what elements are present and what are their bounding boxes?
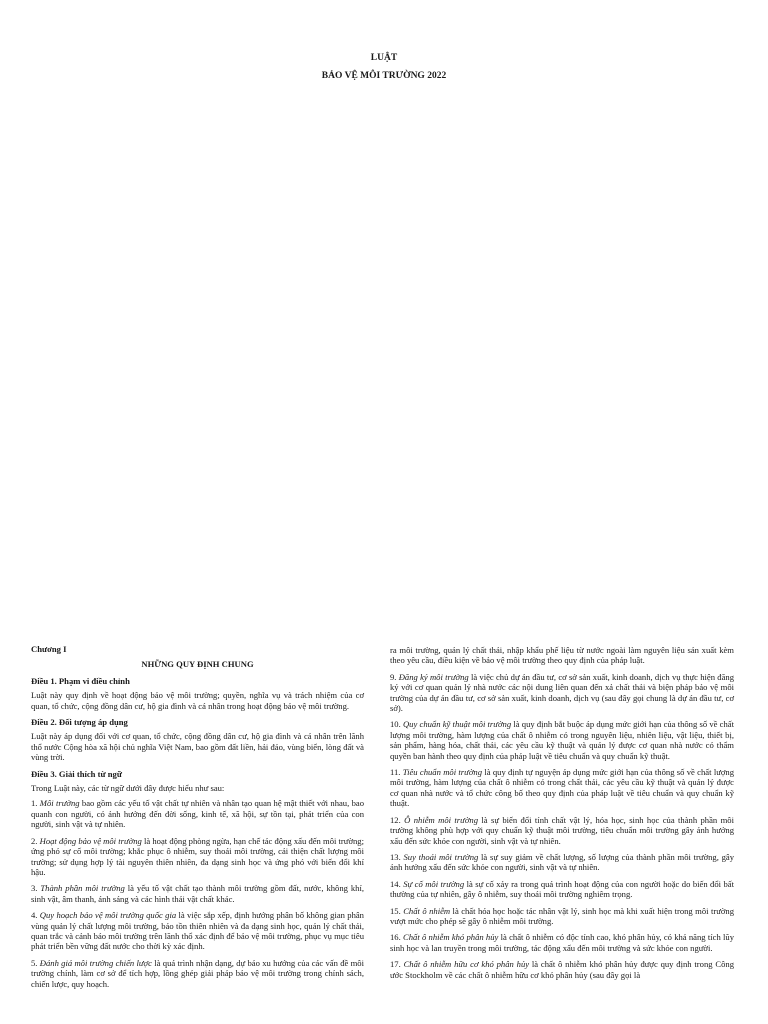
document-title <box>0 49 768 85</box>
definition-number: 15. <box>390 905 401 916</box>
definition-number: 12. <box>390 814 401 825</box>
definition-term: Quy hoạch bảo vệ môi trường quốc gia <box>39 910 177 921</box>
article-2-heading: Điều 2. Đối tượng áp dụng <box>31 717 128 728</box>
definition-text: là việc sắp xếp, định hướng phân bố không gian phân vùng quản lý chất lượng môi trường, bảo tồn thiên nhiên và đa dạng sinh học, quản lý chất thải, quan trắc và cảnh báo môi trường trên lãnh thổ xác định để bảo vệ môi trường, phục vụ mục tiêu phát triển bền vững đất nước cho thời kỳ xác định. <box>31 910 364 952</box>
article-3-intro: Trong Luật này, các từ ngữ dưới đây được hiểu như sau: <box>31 783 225 794</box>
definition-term: Đánh giá môi trường chiến lược <box>39 957 152 968</box>
definition-number: 2. <box>31 835 38 846</box>
definition-2 <box>31 836 364 878</box>
definition-10 <box>390 719 734 761</box>
definition-number: 11. <box>390 767 401 778</box>
definition-term: Đăng ký môi trường <box>398 671 469 682</box>
definition-term: Chất ô nhiễm hữu cơ khó phân hủy <box>403 959 530 970</box>
definition-3 <box>31 883 364 904</box>
definition-term: Chất ô nhiễm <box>403 905 451 916</box>
definition-number: 9. <box>390 671 397 682</box>
definition-term: Suy thoái môi trường <box>403 851 479 862</box>
definition-text: là sự cố xảy ra trong quá trình hoạt động của con người hoặc do biến đổi bất thường của tự nhiên, gây ô nhiễm, suy thoái môi trường nghiêm trọng. <box>390 878 734 900</box>
definition-5 <box>31 958 364 989</box>
definition-term: Chất ô nhiễm khó phân hủy <box>403 932 499 943</box>
definition-text: là quy định bắt buộc áp dụng mức giới hạn của thông số về chất lượng môi trường, hàm lượng của chất ô nhiễm có trong nguyên liệu, nhiên liệu, vật liệu, thiết bị, sản phẩm, hàng hóa, chất thải, các yêu cầu kỹ thuật và quản lý được cơ quan nhà nước có thẩm quyền ban hành theo quy định của pháp luật về tiêu chuẩn và quy chuẩn kỹ thuật. <box>390 719 734 761</box>
left-column <box>31 644 364 995</box>
definition-text: là quá trình nhận dạng, dự báo xu hướng của các vấn đề môi trường chính, làm cơ sở để tích hợp, lồng ghép giải pháp bảo vệ môi trường trong chính sách, chiến lược, quy hoạch. <box>31 957 364 989</box>
definition-number: 10. <box>390 719 401 730</box>
article-1-text: Luật này quy định về hoạt động bảo vệ môi trường; quyền, nghĩa vụ và trách nhiệm của cơ quan, tổ chức, cộng đồng dân cư, hộ gia đình và cá nhân trong hoạt động bảo vệ môi trường. <box>31 690 364 711</box>
definition-text: là việc chủ dự án đầu tư, cơ sở sản xuất, kinh doanh, dịch vụ thực hiện đăng ký với cơ quan quản lý nhà nước các nội dung liên quan đến xả chất thải và biện pháp bảo vệ môi trường của dự án đầu tư, cơ sở sản xuất, kinh doanh, dịch vụ (sau đây gọi chung là dự án đầu tư, cơ sở). <box>390 671 734 714</box>
definition-number: 4. <box>31 910 38 921</box>
definition-number: 17. <box>390 959 401 970</box>
definition-term: Tiêu chuẩn môi trường <box>402 767 483 778</box>
definition-term: Hoạt động bảo vệ môi trường <box>39 835 142 846</box>
definition-number: 3. <box>31 883 38 894</box>
definition-number: 1. <box>31 798 38 809</box>
definition-number: 13. <box>390 851 401 862</box>
title-line-2: BẢO VỆ MÔI TRƯỜNG 2022 <box>321 71 447 81</box>
definition-17 <box>390 959 734 980</box>
definition-text: là sự biến đổi tính chất vật lý, hóa học, sinh học của thành phần môi trường không phù hợp với quy chuẩn kỹ thuật môi trường, tiêu chuẩn môi trường gây ảnh hưởng xấu đến sức khỏe con người, sinh vật và tự nhiên. <box>390 814 734 846</box>
definition-4 <box>31 910 364 952</box>
definition-text: là sự suy giảm về chất lượng, số lượng của thành phần môi trường, gây ảnh hưởng xấu đến sức khỏe con người, sinh vật và tự nhiên. <box>390 851 735 873</box>
definition-11 <box>390 767 734 809</box>
definition-term: Quy chuẩn kỹ thuật môi trường <box>402 719 512 730</box>
definition-text: bao gồm các yếu tố vật chất tự nhiên và nhân tạo quan hệ mật thiết với nhau, bao quanh con người, có ảnh hưởng đến đời sống, kinh tế, xã hội, sự tồn tại, phát triển của con người, sinh vật và tự nhiên. <box>31 798 365 830</box>
definition-text: là yếu tố vật chất tạo thành môi trường gồm đất, nước, không khí, sinh vật, âm thanh, ánh sáng và các hình thái vật chất khác. <box>31 883 364 904</box>
definition-term: Môi trường <box>39 798 80 809</box>
definition-term: Sự cố môi trường <box>403 878 465 889</box>
title-line-1: LUẬT <box>370 53 398 63</box>
definition-13 <box>390 852 734 873</box>
chapter-label: Chương I <box>31 644 67 654</box>
definition-number: 14. <box>390 878 401 889</box>
definition-14 <box>390 879 734 900</box>
definition-9 <box>390 672 734 714</box>
article-2-text: Luật này áp dụng đối với cơ quan, tổ chức, cộng đồng dân cư, hộ gia đình và cá nhân trên lãnh thổ nước Cộng hòa xã hội chủ nghĩa Việt Nam, bao gồm đất liền, hải đảo, vùng biển, lòng đất và vùng trời. <box>31 731 364 763</box>
chapter-title: NHỮNG QUY ĐỊNH CHUNG <box>141 659 254 670</box>
definition-1 <box>31 798 364 829</box>
article-1-heading: Điều 1. Phạm vi điều chỉnh <box>31 675 130 686</box>
definition-text: là chất ô nhiễm khó phân hủy được quy định trong Công ước Stockholm về các chất ô nhiễm hữu cơ khó phân hủy (sau đây gọi là <box>390 959 734 980</box>
definition-number: 16. <box>390 932 401 943</box>
definition-text: là quy định tự nguyện áp dụng mức giới hạn của thông số về chất lượng môi trường, hàm lượng của chất ô nhiễm có trong chất thải, các yêu cầu kỹ thuật và quản lý được cơ quan nhà nước và tổ chức công bố theo quy định của pháp luật về tiêu chuẩn và quy chuẩn kỹ thuật. <box>390 767 734 809</box>
definition-text: là chất hóa học hoặc tác nhân vật lý, sinh học mà khi xuất hiện trong môi trường vượt mức cho phép sẽ gây ô nhiễm môi trường. <box>390 905 735 926</box>
definition-term: Ô nhiễm môi trường <box>404 814 478 825</box>
article-3-heading: Điều 3. Giải thích từ ngữ <box>31 768 123 779</box>
definition-16 <box>390 932 734 953</box>
definition-text: là hoạt động phòng ngừa, hạn chế tác động xấu đến môi trường; ứng phó sự cố môi trường; khắc phục ô nhiễm, suy thoái môi trường, cải thiện chất lượng môi trường; sử dụng hợp lý tài nguyên thiên nhiên, đa dạng sinh học và ứng phó với biến đổi khí hậu. <box>31 835 364 877</box>
right-column <box>390 645 734 986</box>
definition-text: là chất ô nhiễm có độc tính cao, khó phân hủy, có khả năng tích lũy sinh học và lan truyền trong môi trường, tác động xấu đến môi trường và sức khỏe con người. <box>390 932 734 953</box>
definition-term: Thành phần môi trường <box>40 883 125 894</box>
definition-12 <box>390 815 734 846</box>
definition-number: 5. <box>31 957 38 968</box>
continued-paragraph: ra môi trường, quản lý chất thải, nhập khẩu phế liệu từ nước ngoài làm nguyên liệu sản xuất kèm theo yêu cầu, điều kiện về bảo vệ môi trường theo quy định của pháp luật. <box>390 645 734 666</box>
definition-15 <box>390 906 734 927</box>
